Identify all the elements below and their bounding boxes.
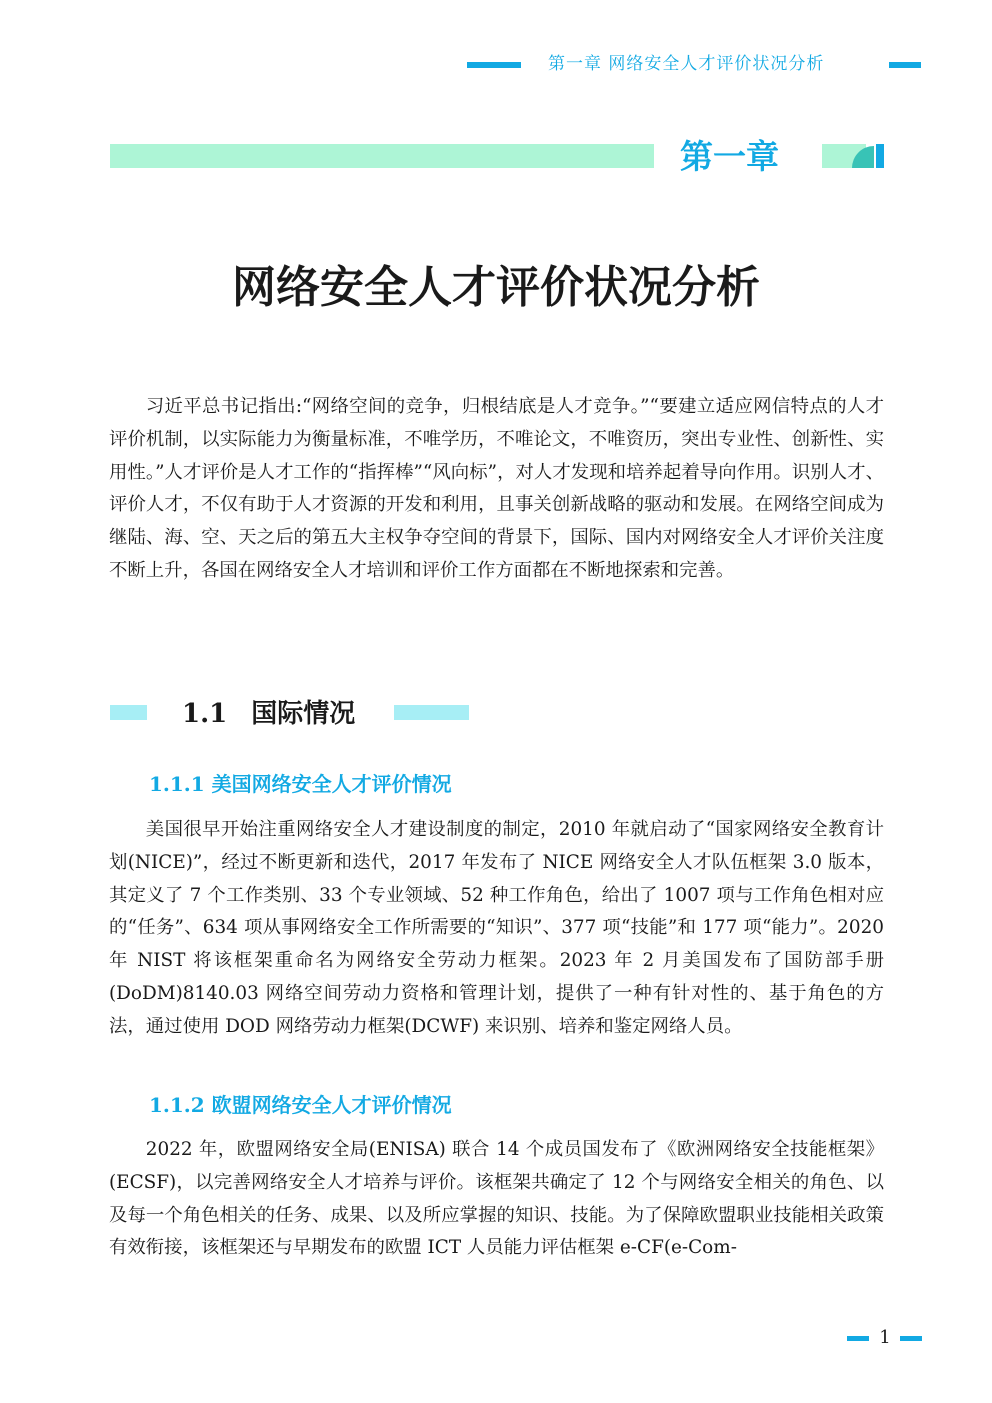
page-number-rule-left [847,1336,869,1341]
running-header-title: 第一章 网络安全人才评价状况分析 [548,54,825,74]
chapter-banner-decoration [822,144,884,168]
header-rule-right [889,62,921,68]
section-heading-bar-right [394,705,469,720]
section-title: 国际情况 [251,699,356,729]
chapter-label: 第一章 [680,137,779,176]
section-heading [182,694,382,734]
chapter-title: 网络安全人才评价状况分析 [232,262,760,313]
page-number: 1 [879,1327,891,1348]
section-heading-bar-left [110,705,147,720]
header-rule-left [467,62,521,68]
chapter-banner-band [110,144,654,168]
section-number: 1.1 [182,699,228,729]
intro-paragraph: 习近平总书记指出:“网络空间的竞争，归根结底是人才竞争。”“要建立适应网信特点的人才评价机制，以实际能力为衡量标准，不唯学历，不唯论文，不唯资历，突出专业性、创新性、实用性。”人才评价是人才工作的“指挥棒”“风向标”，对人才发现和培养起着导向作用。识别人才、评价人才，不仅有助于人才资源的开发和利用，且事关创新战略的驱动和发展。在网络空间成为继陆、海、空、天之后的第五大主权争夺空间的背景下，国际、国内对网络安全人才评价关注度不断上升，各国在网络安全人才培训和评价工作方面都在不断地探索和完善。 [109,396,884,581]
subsection-body-us: 美国很早开始注重网络安全人才建设制度的制定，2010 年就启动了“国家网络安全教育计划(NICE)”，经过不断更新和迭代，2017 年发布了 NICE 网络安全人才队伍框架 3.0 版本，其定义了 7 个工作类别、33 个专业领域、52 种工作角色，给出了 1007 项与工作角色相对应的“任务”、634 项从事网络安全工作所需要的“知识”、377 项“技能”和 177 项“能力”。2020 年 NIST 将该框架重命名为网络安全劳动力框架。2023 年 2 月美国发布了国防部手册(DoDM)8140.03 网络空间劳动力资格和管理计划，提供了一种有针对性的、基于角色的方法，通过使用 DOD 网络劳动力框架(DCWF) 来识别、培养和鉴定网络人员。 [109,819,884,1037]
subsection-heading-eu: 1.1.2 欧盟网络安全人才评价情况 [149,1093,452,1117]
subsection-body-eu: 2022 年，欧盟网络安全局(ENISA) 联合 14 个成员国发布了《欧洲网络安全技能框架》(ECSF)，以完善网络安全人才培养与评价。该框架共确定了 12 个与网络安全相关的角色、以及每一个角色相关的任务、成果、以及所应掌握的知识、技能。为了保障欧盟职业技能相关政策有效衔接，该框架还与早期发布的欧盟 ICT 人员能力评估框架 e-CF(e-Com- [109,1139,884,1259]
subsection-heading-us: 1.1.1 美国网络安全人才评价情况 [149,772,452,796]
page-number-rule-right [900,1336,922,1341]
